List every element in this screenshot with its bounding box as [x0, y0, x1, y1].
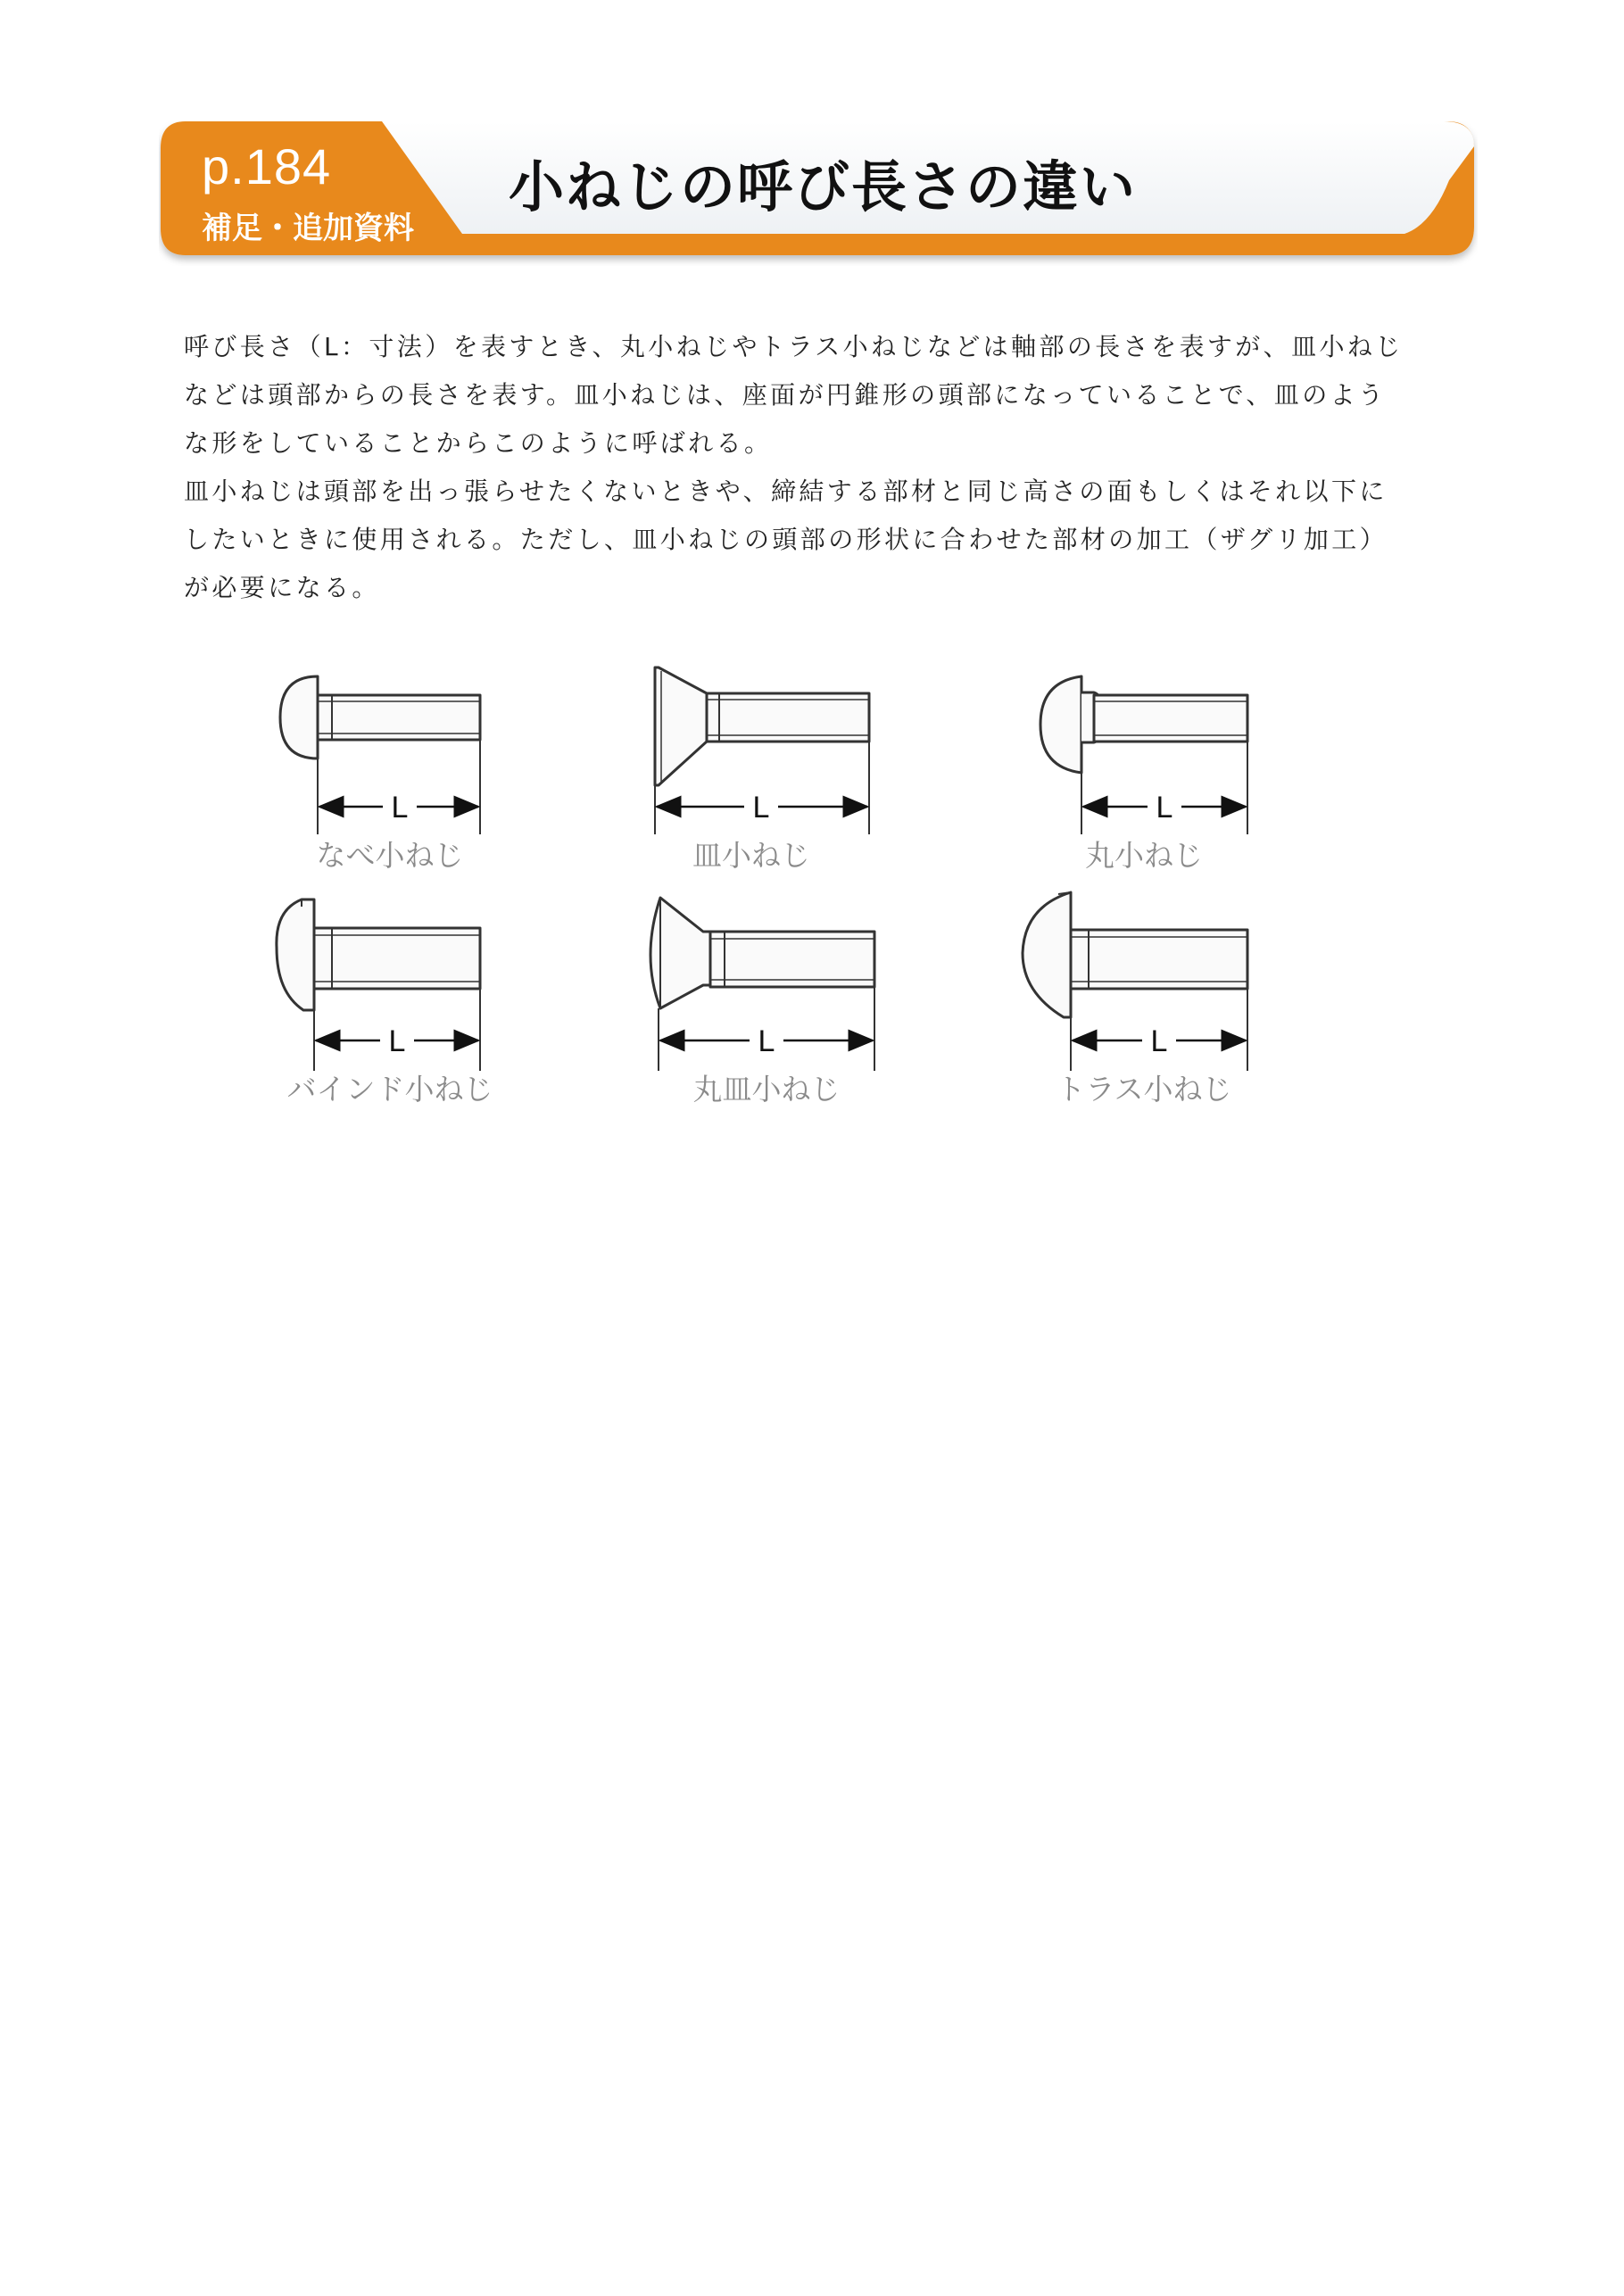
section-tag: 補足・追加資料 [202, 211, 414, 246]
screw-truss-drawing [1023, 892, 1247, 1071]
dimension-L-label: L [1156, 791, 1173, 825]
dimension-L-label: L [388, 1024, 406, 1058]
dimension-L-label: L [758, 1024, 775, 1058]
screw-binding-drawing [277, 899, 480, 1071]
screw-label-binding: バインド小ねじ [286, 1072, 493, 1107]
page-title: 小ねじの呼び長さの違い [509, 154, 1138, 220]
dimension-L-label: L [391, 791, 409, 825]
screw-label-flat: 皿小ねじ [692, 838, 810, 873]
screw-label-oval: 丸皿小ねじ [692, 1072, 841, 1107]
body-line: などは頭部からの長さを表す。皿小ねじは、座面が円錐形の頭部になっていることで、皿のよう [184, 380, 1387, 410]
screw-label-pan: なべ小ねじ [316, 838, 464, 873]
screw-label-round: 丸小ねじ [1085, 838, 1203, 873]
body-line: したいときに使用される。ただし、皿小ねじの頭部の形状に合わせた部材の加工（ザグリ加工） [184, 525, 1388, 554]
screw-pan-drawing [280, 676, 480, 834]
body-line: 皿小ねじは頭部を出っ張らせたくないときや、締結する部材と同じ高さの面もしくはそれ以下に [184, 477, 1388, 506]
page-reference: p.184 [202, 138, 332, 195]
dimension-L-label: L [1150, 1024, 1168, 1058]
dimension-L-label: L [752, 791, 770, 825]
screw-round-drawing [1040, 676, 1247, 834]
body-line: が必要になる。 [184, 573, 380, 602]
screw-label-truss: トラス小ねじ [1056, 1072, 1232, 1107]
body-line: 呼び長さ（L：寸法）を表すとき、丸小ねじやトラス小ねじなどは軸部の長さを表すが、皿小ねじ [184, 332, 1404, 361]
body-line: な形をしていることからこのように呼ばれる。 [184, 428, 773, 458]
